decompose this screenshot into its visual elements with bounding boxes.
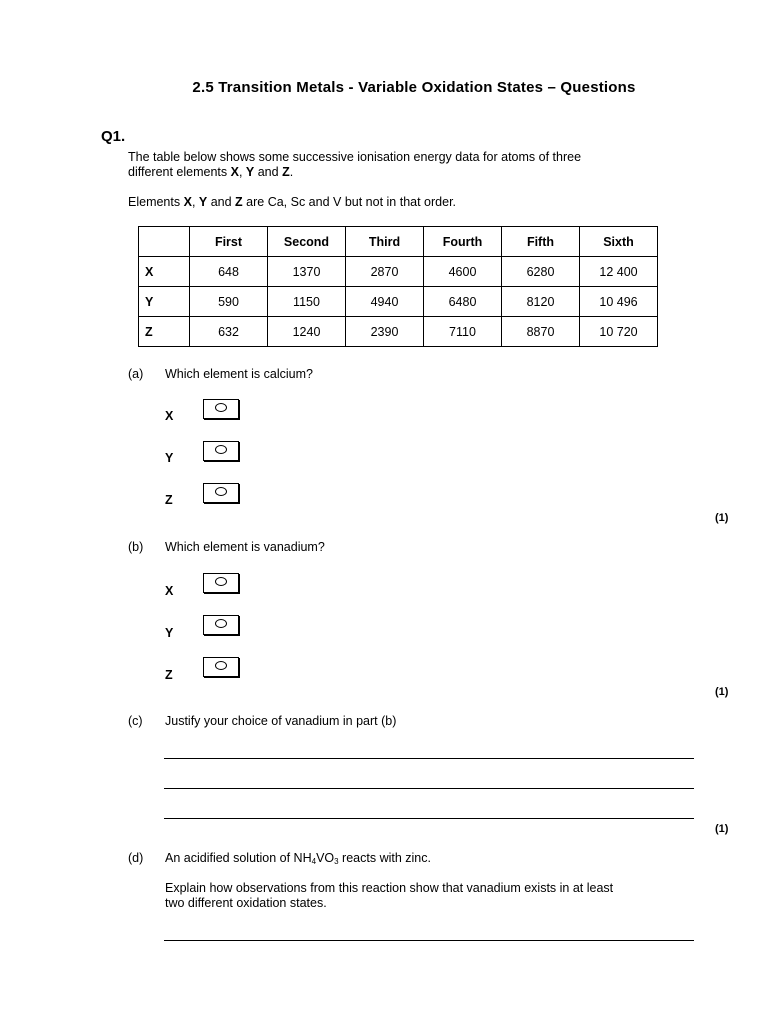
part-d-subscript-4: 4 [311,857,317,866]
table-row-label: X [139,257,190,287]
ionisation-energy-table [138,226,658,347]
part-c-question: Justify your choice of vanadium in part (b) [165,714,397,728]
table-header-row [139,227,658,257]
part-a-option-x-checkbox[interactable] [203,399,239,419]
oval-icon [215,661,227,670]
table-cell: 1370 [268,257,346,287]
table-cell: 8120 [502,287,580,317]
part-d-instruction-line-2: two different oxidation states. [165,896,327,910]
table-header-cell: Third [346,227,424,257]
table-cell: 648 [190,257,268,287]
part-c-marks: (1) [715,823,729,835]
element-z-ref: Z [282,165,290,179]
part-a-question: Which element is calcium? [165,367,313,381]
part-d-instruction [165,881,613,911]
intro-comma: , [238,165,246,179]
part-d-question-post: reacts with zinc. [338,851,431,865]
table-cell: 6480 [424,287,502,317]
intro-line-1: The table below shows some successive ionisation energy data for atoms of three [128,150,582,164]
part-c-letter: (c) [128,714,143,728]
table-cell: 1240 [268,317,346,347]
part-b-option-z-label: Z [165,668,173,682]
question-number: Q1. [101,128,126,145]
table-cell: 590 [190,287,268,317]
part-d-subscript-3: 3 [334,857,339,866]
intro-and: and [254,165,283,179]
oval-icon [215,445,227,454]
elements-statement [128,195,456,210]
part-a-option-y-checkbox[interactable] [203,441,239,461]
table-row [139,257,658,287]
part-d-question-pre: An acidified solution of NH [165,851,312,865]
table-header-cell: Second [268,227,346,257]
part-b-option-z-checkbox[interactable] [203,657,239,677]
elements-and: and [207,195,236,209]
table-cell: 6280 [502,257,580,287]
intro-line-2-text: different elements [128,165,231,179]
part-d-instruction-line-1: Explain how observations from this reaction show that vanadium exists in at least [165,881,614,895]
oval-icon [215,487,227,496]
elements-z: Z [235,195,243,209]
part-b-letter: (b) [128,540,144,554]
table-header-cell: Fourth [424,227,502,257]
table-cell: 2390 [346,317,424,347]
part-a-option-z-label: Z [165,493,173,507]
part-b-option-x-label: X [165,584,174,598]
intro-line-2 [128,165,581,180]
intro-text [128,150,581,180]
element-x-ref: X [230,165,239,179]
elements-x: X [183,195,192,209]
table-cell: 7110 [424,317,502,347]
part-a-option-x-label: X [165,409,174,423]
table-cell: 10 720 [580,317,658,347]
part-b-option-x-checkbox[interactable] [203,573,239,593]
elements-comma: , [191,195,199,209]
part-a-letter: (a) [128,367,144,381]
part-d-question-mid: VO [316,851,335,865]
table-cell: 4600 [424,257,502,287]
table-cell: 12 400 [580,257,658,287]
table-header-cell: Fifth [502,227,580,257]
oval-icon [215,619,227,628]
part-b-option-y-label: Y [165,626,174,640]
answer-line[interactable] [164,758,694,759]
part-a-option-y-label: Y [165,451,174,465]
elements-post: are Ca, Sc and V but not in that order. [242,195,457,209]
table-header-cell [139,227,190,257]
answer-line[interactable] [164,788,694,789]
table-row [139,317,658,347]
oval-icon [215,577,227,586]
answer-line[interactable] [164,818,694,819]
table-row [139,287,658,317]
table-header-cell: Sixth [580,227,658,257]
part-d-question [165,851,431,869]
oval-icon [215,403,227,412]
elements-y: Y [198,195,208,209]
answer-line[interactable] [164,940,694,941]
table-cell: 10 496 [580,287,658,317]
part-a-option-z-checkbox[interactable] [203,483,239,503]
table-cell: 1150 [268,287,346,317]
part-a-marks: (1) [715,512,729,524]
intro-period: . [289,165,294,179]
part-b-marks: (1) [715,686,729,698]
table-cell: 8870 [502,317,580,347]
part-d-letter: (d) [128,851,144,865]
part-b-question: Which element is vanadium? [165,540,325,554]
table-cell: 2870 [346,257,424,287]
part-b-option-y-checkbox[interactable] [203,615,239,635]
element-y-ref: Y [245,165,255,179]
table-header-cell: First [190,227,268,257]
table-cell: 4940 [346,287,424,317]
table-cell: 632 [190,317,268,347]
table-row-label: Z [139,317,190,347]
table-row-label: Y [139,287,190,317]
page-title: 2.5 Transition Metals - Variable Oxidation States – Questions [192,79,636,96]
elements-pre: Elements [128,195,184,209]
